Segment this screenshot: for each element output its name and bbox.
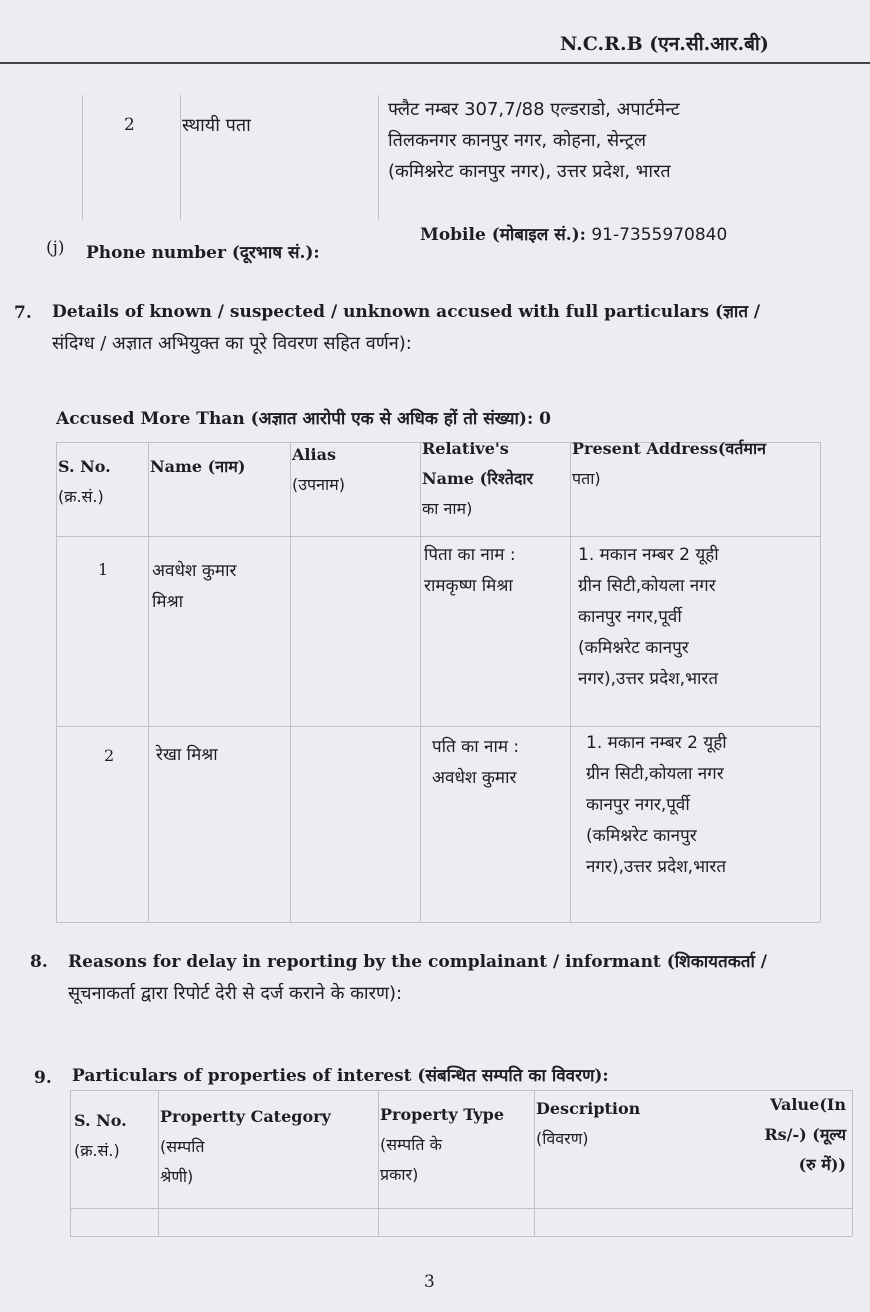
name-line: रेखा मिश्रा: [156, 745, 218, 765]
grid-line: [290, 442, 291, 922]
section-9-number: 9.: [34, 1068, 52, 1088]
table-row-divider: [56, 726, 820, 727]
mobile-value: 91-7355970840: [591, 225, 728, 245]
relative-line: पति का नाम :: [432, 737, 520, 757]
grid-line: [378, 1090, 379, 1236]
col-header-alias: [292, 440, 345, 500]
address-line: तिलकनगर कानपुर नगर, कोहना, सेन्ट्रल: [388, 130, 647, 151]
permanent-address-value: [388, 94, 808, 187]
grid-line: [56, 442, 57, 922]
address-line: (कमिश्नरेट कानपुर: [578, 638, 689, 658]
col-header-name: [150, 452, 245, 482]
address-line: नगर),उत्तर प्रदेश,भारत: [578, 669, 719, 689]
row-2-address: [586, 728, 727, 883]
prop-header-value: [700, 1090, 846, 1180]
address-line: ग्रीन सिटी,कोयला नगर: [578, 576, 716, 596]
phone-label: Phone number (दूरभाष सं.):: [86, 243, 320, 263]
row-2-sno: 2: [104, 746, 115, 765]
table-border: [56, 922, 820, 923]
header-line: (उपनाम): [292, 475, 345, 494]
grid-line: [158, 1090, 159, 1236]
grid-line: [570, 442, 571, 922]
grid-line: [180, 95, 181, 220]
row-1-sno: 1: [98, 560, 109, 579]
header-line: Description: [536, 1099, 641, 1118]
accused-more-than: Accused More Than (अज्ञात आरोपी एक से अधिक हों तो संख्या): 0: [56, 409, 551, 429]
table-border: [70, 1236, 852, 1237]
header-line: प्रकार): [380, 1165, 419, 1184]
section-9-title: Particulars of properties of interest (संबन्धित सम्पति का विवरण):: [72, 1066, 609, 1086]
col-header-relative: [422, 434, 533, 524]
header-line: S. No.: [58, 457, 111, 476]
col-header-sno: [58, 452, 111, 512]
header-line: Alias: [292, 445, 336, 464]
row-1-relative: [424, 540, 516, 602]
section-7-number: 7.: [14, 303, 32, 323]
phone-item-marker: (j): [46, 238, 65, 258]
grid-line: [820, 442, 821, 922]
prop-header-type: [380, 1100, 504, 1190]
row-1-address: [578, 540, 719, 695]
header-line: (क्र.सं.): [74, 1141, 120, 1160]
page-number: 3: [424, 1272, 435, 1292]
prop-header-category: [160, 1102, 331, 1192]
header-line: का नाम): [422, 499, 473, 518]
address-line: ग्रीन सिटी,कोयला नगर: [586, 764, 724, 784]
header-line: Rs/-) (मूल्य: [764, 1125, 846, 1144]
header-line: Relative's: [422, 439, 509, 458]
mobile-field: [420, 222, 727, 245]
address-line: 1. मकान नम्बर 2 यूही: [578, 545, 719, 565]
header-line: श्रेणी): [160, 1167, 194, 1186]
address-line: 1. मकान नम्बर 2 यूही: [586, 733, 727, 753]
grid-line: [70, 1090, 71, 1236]
address-line: (कमिश्नरेट कानपुर नगर), उत्तर प्रदेश, भारत: [388, 161, 671, 182]
table-row-divider: [56, 536, 820, 537]
permanent-address-label: स्थायी पता: [182, 115, 251, 136]
permanent-address-num: 2: [124, 115, 135, 135]
header-line: (सम्पति: [160, 1137, 205, 1156]
relative-line: रामकृष्ण मिश्रा: [424, 576, 513, 596]
address-line: कानपुर नगर,पूर्वी: [586, 795, 690, 815]
address-line: नगर),उत्तर प्रदेश,भारत: [586, 857, 727, 877]
header-line: Property Type: [380, 1105, 504, 1124]
header-line: (क्र.सं.): [58, 487, 104, 506]
grid-line: [148, 442, 149, 922]
header-line: (सम्पति के: [380, 1135, 442, 1154]
section-7-title-hindi: संदिग्ध / अज्ञात अभियुक्त का पूरे विवरण सहित वर्णन):: [52, 333, 412, 354]
section-8-title: Reasons for delay in reporting by the complainant / informant (शिकायतकर्ता /: [68, 952, 767, 972]
col-header-address: [572, 434, 766, 494]
header-rule: [0, 62, 870, 64]
address-line: (कमिश्नरेट कानपुर: [586, 826, 697, 846]
prop-header-sno: [74, 1106, 127, 1166]
section-8-number: 8.: [30, 952, 48, 972]
section-7-title: Details of known / suspected / unknown accused with full particulars (ज्ञात /: [52, 302, 761, 322]
header-line: पता): [572, 469, 601, 488]
header-line: Value(In: [770, 1095, 846, 1114]
header-line: S. No.: [74, 1111, 127, 1130]
relative-line: अवधेश कुमार: [432, 768, 517, 788]
row-2-name: [156, 740, 218, 771]
header-line: Present Address(वर्तमान: [572, 439, 767, 458]
header-line: Name (नाम): [150, 457, 246, 476]
header-line: Propertty Category: [160, 1107, 331, 1126]
row-1-name: [152, 556, 236, 618]
name-line: अवधेश कुमार: [152, 561, 237, 581]
grid-line: [852, 1090, 853, 1236]
relative-line: पिता का नाम :: [424, 545, 516, 565]
mobile-label: Mobile (मोबाइल सं.):: [420, 225, 586, 245]
header-line: (रु में)): [798, 1155, 846, 1174]
grid-line: [82, 95, 83, 220]
grid-line: [534, 1090, 535, 1236]
address-line: कानपुर नगर,पूर्वी: [578, 607, 682, 627]
table-row-divider: [70, 1208, 852, 1209]
prop-header-description: [536, 1094, 640, 1154]
grid-line: [420, 442, 421, 922]
grid-line: [378, 95, 379, 220]
header-line: Name (रिश्तेदार: [422, 469, 534, 488]
section-8-title-hindi: सूचनाकर्ता द्वारा रिपोर्ट देरी से दर्ज कराने के कारण):: [68, 983, 403, 1004]
header-line: (विवरण): [536, 1129, 589, 1148]
row-2-relative: [432, 732, 519, 794]
ncrb-header: N.C.R.B (एन.सी.आर.बी): [560, 33, 769, 55]
address-line: फ्लैट नम्बर 307,7/88 एल्डराडो, अपार्टमेन्ट: [388, 99, 680, 120]
name-line: मिश्रा: [152, 592, 184, 612]
